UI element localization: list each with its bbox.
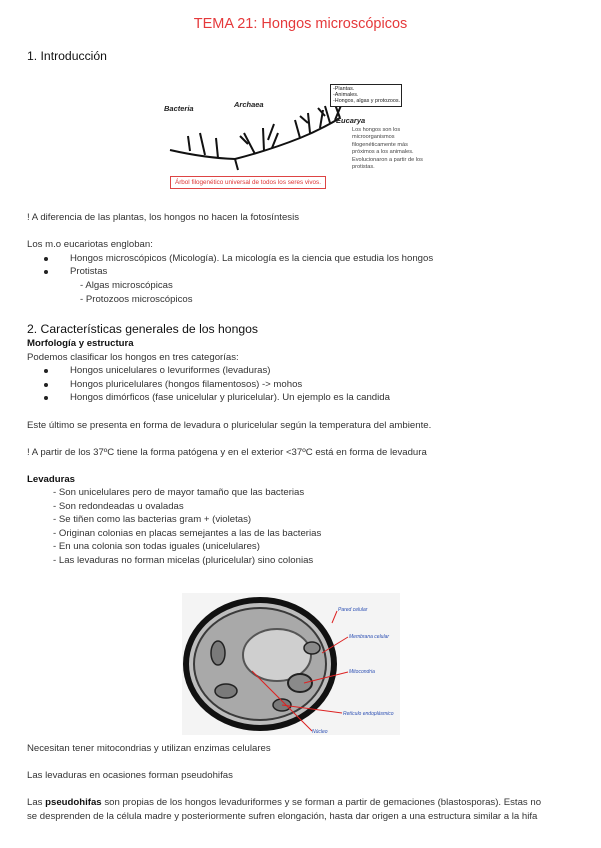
list-item: Hongos dimórficos (fase unicelular y pluricelular). Un ejemplo es la candida (70, 392, 390, 403)
text-pre: Las (27, 797, 46, 808)
sub-list-item: - Algas microscópicas (80, 280, 173, 291)
intro-heading: 1. Introducción (27, 49, 107, 63)
label-cell-membrane: Membrana celular (349, 634, 390, 640)
yeast-item: - Son unicelulares pero de mayor tamaño que las bacterias (53, 487, 305, 498)
kingdoms-box (330, 84, 402, 107)
fungi-note: Los hongos son los microorganismos filogenéticamente más próximos a los animales. Evolucionaron a partir de los protistas. (352, 127, 423, 171)
list-item: Hongos pluricelulares (hongos filamentosos) -> mohos (70, 379, 303, 390)
yeast-cell-micrograph (182, 593, 400, 735)
yeast-heading: Levaduras (27, 474, 75, 485)
kingdom-line: -Hongos, algas y protozoos. (333, 98, 401, 105)
label-cell-wall: Pared celular (338, 607, 368, 613)
yeast-item: - Son redondeadas u ovaladas (53, 501, 184, 512)
bullet-icon (44, 383, 48, 387)
bullet-icon (44, 257, 48, 261)
text-bold: pseudohifas (45, 797, 102, 808)
mitochondria-note: Necesitan tener mitocondrias y utilizan enzimas celulares (27, 743, 271, 754)
text-post: son propias de los hongos levaduriformes y se forman a partir de gemaciones (blastosporas). Estas no (101, 797, 542, 808)
yeast-item: - En una colonia son todas iguales (unicelulares) (53, 541, 260, 552)
bullet-icon (44, 369, 48, 373)
pseudohyphae-paragraph-line2: se desprenden de la célula madre y posteriormente sufren elongación, hasta dar origen a una estructura similar a la hifa (27, 811, 538, 822)
list-item: Hongos unicelulares o levuriformes (levaduras) (70, 365, 271, 376)
label-archaea: Archaea (234, 100, 264, 109)
kingdom-line: -Plantas. (333, 86, 355, 92)
sub-list-item: - Protozoos microscópicos (80, 294, 193, 305)
photosynthesis-note: ! A diferencia de las plantas, los hongos no hacen la fotosíntesis (27, 212, 300, 223)
label-bacteria: Bacteria (164, 104, 194, 113)
phylogenetic-tree-figure (160, 78, 442, 196)
yeast-item: - Las levaduras no forman micelas (pluricelular) sino colonias (53, 555, 314, 566)
pseudohyphae-note: Las levaduras en ocasiones forman pseudohifas (27, 770, 233, 781)
label-eucarya: Eucarya (336, 116, 366, 125)
features-heading: 2. Características generales de los hongos (27, 322, 259, 336)
figure-caption: Árbol filogenético universal de todos los seres vivos. (170, 176, 326, 189)
dimorphic-note: Este último se presenta en forma de levadura o pluricelular según la temperatura del ambiente. (27, 420, 432, 431)
label-er: Retículo endoplásmico (343, 711, 394, 717)
classify-lead: Podemos clasificar los hongos en tres categorías: (27, 352, 239, 363)
label-mitochondria: Mitocondria (349, 669, 375, 675)
yeast-item: - Se tiñen como las bacterias gram + (violetas) (53, 514, 252, 525)
label-nucleus: Núcleo (312, 729, 328, 735)
page-title: TEMA 21: Hongos microscópicos (193, 16, 408, 32)
list-item: Hongos microscópicos (Micología). La micología es la ciencia que estudia los hongos (70, 253, 434, 264)
temperature-note: ! A partir de los 37ºC tiene la forma patógena y en el exterior <37ºC está en forma de levadura (27, 447, 427, 458)
morphology-heading: Morfología y estructura (27, 338, 134, 349)
bullet-icon (44, 396, 48, 400)
bullet-icon (44, 270, 48, 274)
list-item: Protistas (70, 266, 108, 277)
kingdom-line: -Animales. (333, 92, 359, 99)
eukaryotes-lead: Los m.o eucariotas engloban: (27, 239, 153, 250)
yeast-item: - Originan colonias en placas semejantes a las de las bacterias (53, 528, 322, 539)
pseudohyphae-paragraph (27, 797, 541, 808)
